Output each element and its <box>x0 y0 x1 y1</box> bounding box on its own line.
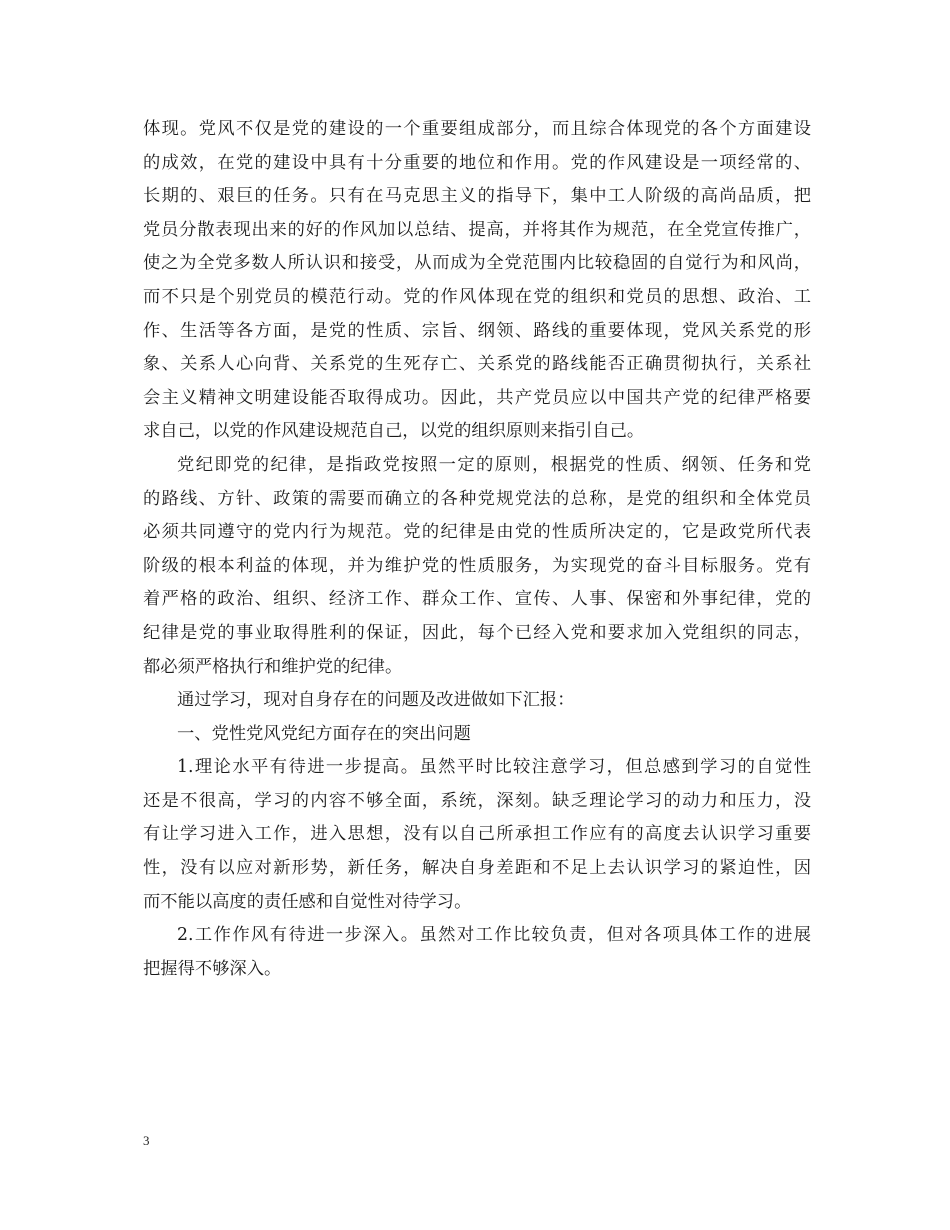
text-line: 通过学习，现对自身存在的问题及改进做如下汇报： <box>177 690 575 711</box>
text-line: 着严格的政治、组织、经济工作、群众工作、宣传、人事、保密和外事纪律，党的 <box>143 589 811 610</box>
text-line: 都必须严格执行和维护党的纪律。 <box>143 656 403 677</box>
paragraph <box>143 684 811 718</box>
text-line: 而不只是个别党员的模范行动。党的作风体现在党的组织和党员的思想、政治、工 <box>143 286 811 307</box>
text-line: 党纪即党的纪律，是指政党按照一定的原则，根据党的性质、纲领、任务和党 <box>177 454 811 475</box>
text-line: 党员分散表现出来的好的作风加以总结、提高，并将其作为规范，在全党宣传推广， <box>143 219 811 240</box>
text-line: 求自己，以党的作风建设规范自己，以党的组织原则来指引自己。 <box>143 421 645 442</box>
text-line: 1.理论水平有待进一步提高。虽然平时比较注意学习，但总感到学习的自觉性 <box>177 757 811 778</box>
text-line: 性，没有以应对新形势，新任务，解决自身差距和不足上去认识学习的紧迫性，因 <box>143 858 811 879</box>
text-line: 体现。党风不仅是党的建设的一个重要组成部分，而且综合体现党的各个方面建设 <box>143 119 811 139</box>
page-number: 3 <box>143 1133 150 1148</box>
text-line: 作、生活等各方面，是党的性质、宗旨、纲领、路线的重要体现，党风关系党的形 <box>143 320 811 341</box>
paragraph <box>143 113 811 449</box>
paragraph <box>143 919 811 986</box>
text-line: 的路线、方针、政策的需要而确立的各种党规党法的总称，是党的组织和全体党员 <box>143 488 811 509</box>
text-line: 的成效，在党的建设中具有十分重要的地位和作用。党的作风建设是一项经常的、 <box>143 152 811 173</box>
text-line: 有让学习进入工作，进入思想，没有以自己所承担工作应有的高度去认识学习重要 <box>143 824 811 845</box>
text-line: 2.工作作风有待进一步深入。虽然对工作比较负责，但对各项具体工作的进展 <box>177 925 811 946</box>
text-line: 一、党性党风党纪方面存在的突出问题 <box>177 723 471 744</box>
text-line: 纪律是党的事业取得胜利的保证，因此，每个已经入党和要求加入党组织的同志， <box>143 622 811 643</box>
text-line: 象、关系人心向背、关系党的生死存亡、关系党的路线能否正确贯彻执行，关系社 <box>143 354 811 375</box>
text-line: 必须共同遵守的党内行为规范。党的纪律是由党的性质所决定的，它是政党所代表 <box>143 522 811 543</box>
paragraph <box>143 751 811 919</box>
text-line: 会主义精神文明建设能否取得成功。因此，共产党员应以中国共产党的纪律严格要 <box>143 387 811 408</box>
text-line: 而不能以高度的责任感和自觉性对待学习。 <box>143 891 472 912</box>
text-line: 长期的、艰巨的任务。只有在马克思主义的指导下，集中工人阶级的高尚品质，把 <box>143 186 811 207</box>
paragraph <box>143 449 811 684</box>
document-body <box>143 113 811 986</box>
text-line: 使之为全党多数人所认识和接受，从而成为全党范围内比较稳固的自觉行为和风尚， <box>143 253 811 274</box>
text-line: 阶级的根本利益的体现，并为维护党的性质服务，为实现党的奋斗目标服务。党有 <box>143 555 811 576</box>
paragraph <box>143 718 811 752</box>
text-line: 把握得不够深入。 <box>143 958 282 979</box>
text-line: 还是不很高，学习的内容不够全面，系统，深刻。缺乏理论学习的动力和压力，没 <box>143 790 811 811</box>
